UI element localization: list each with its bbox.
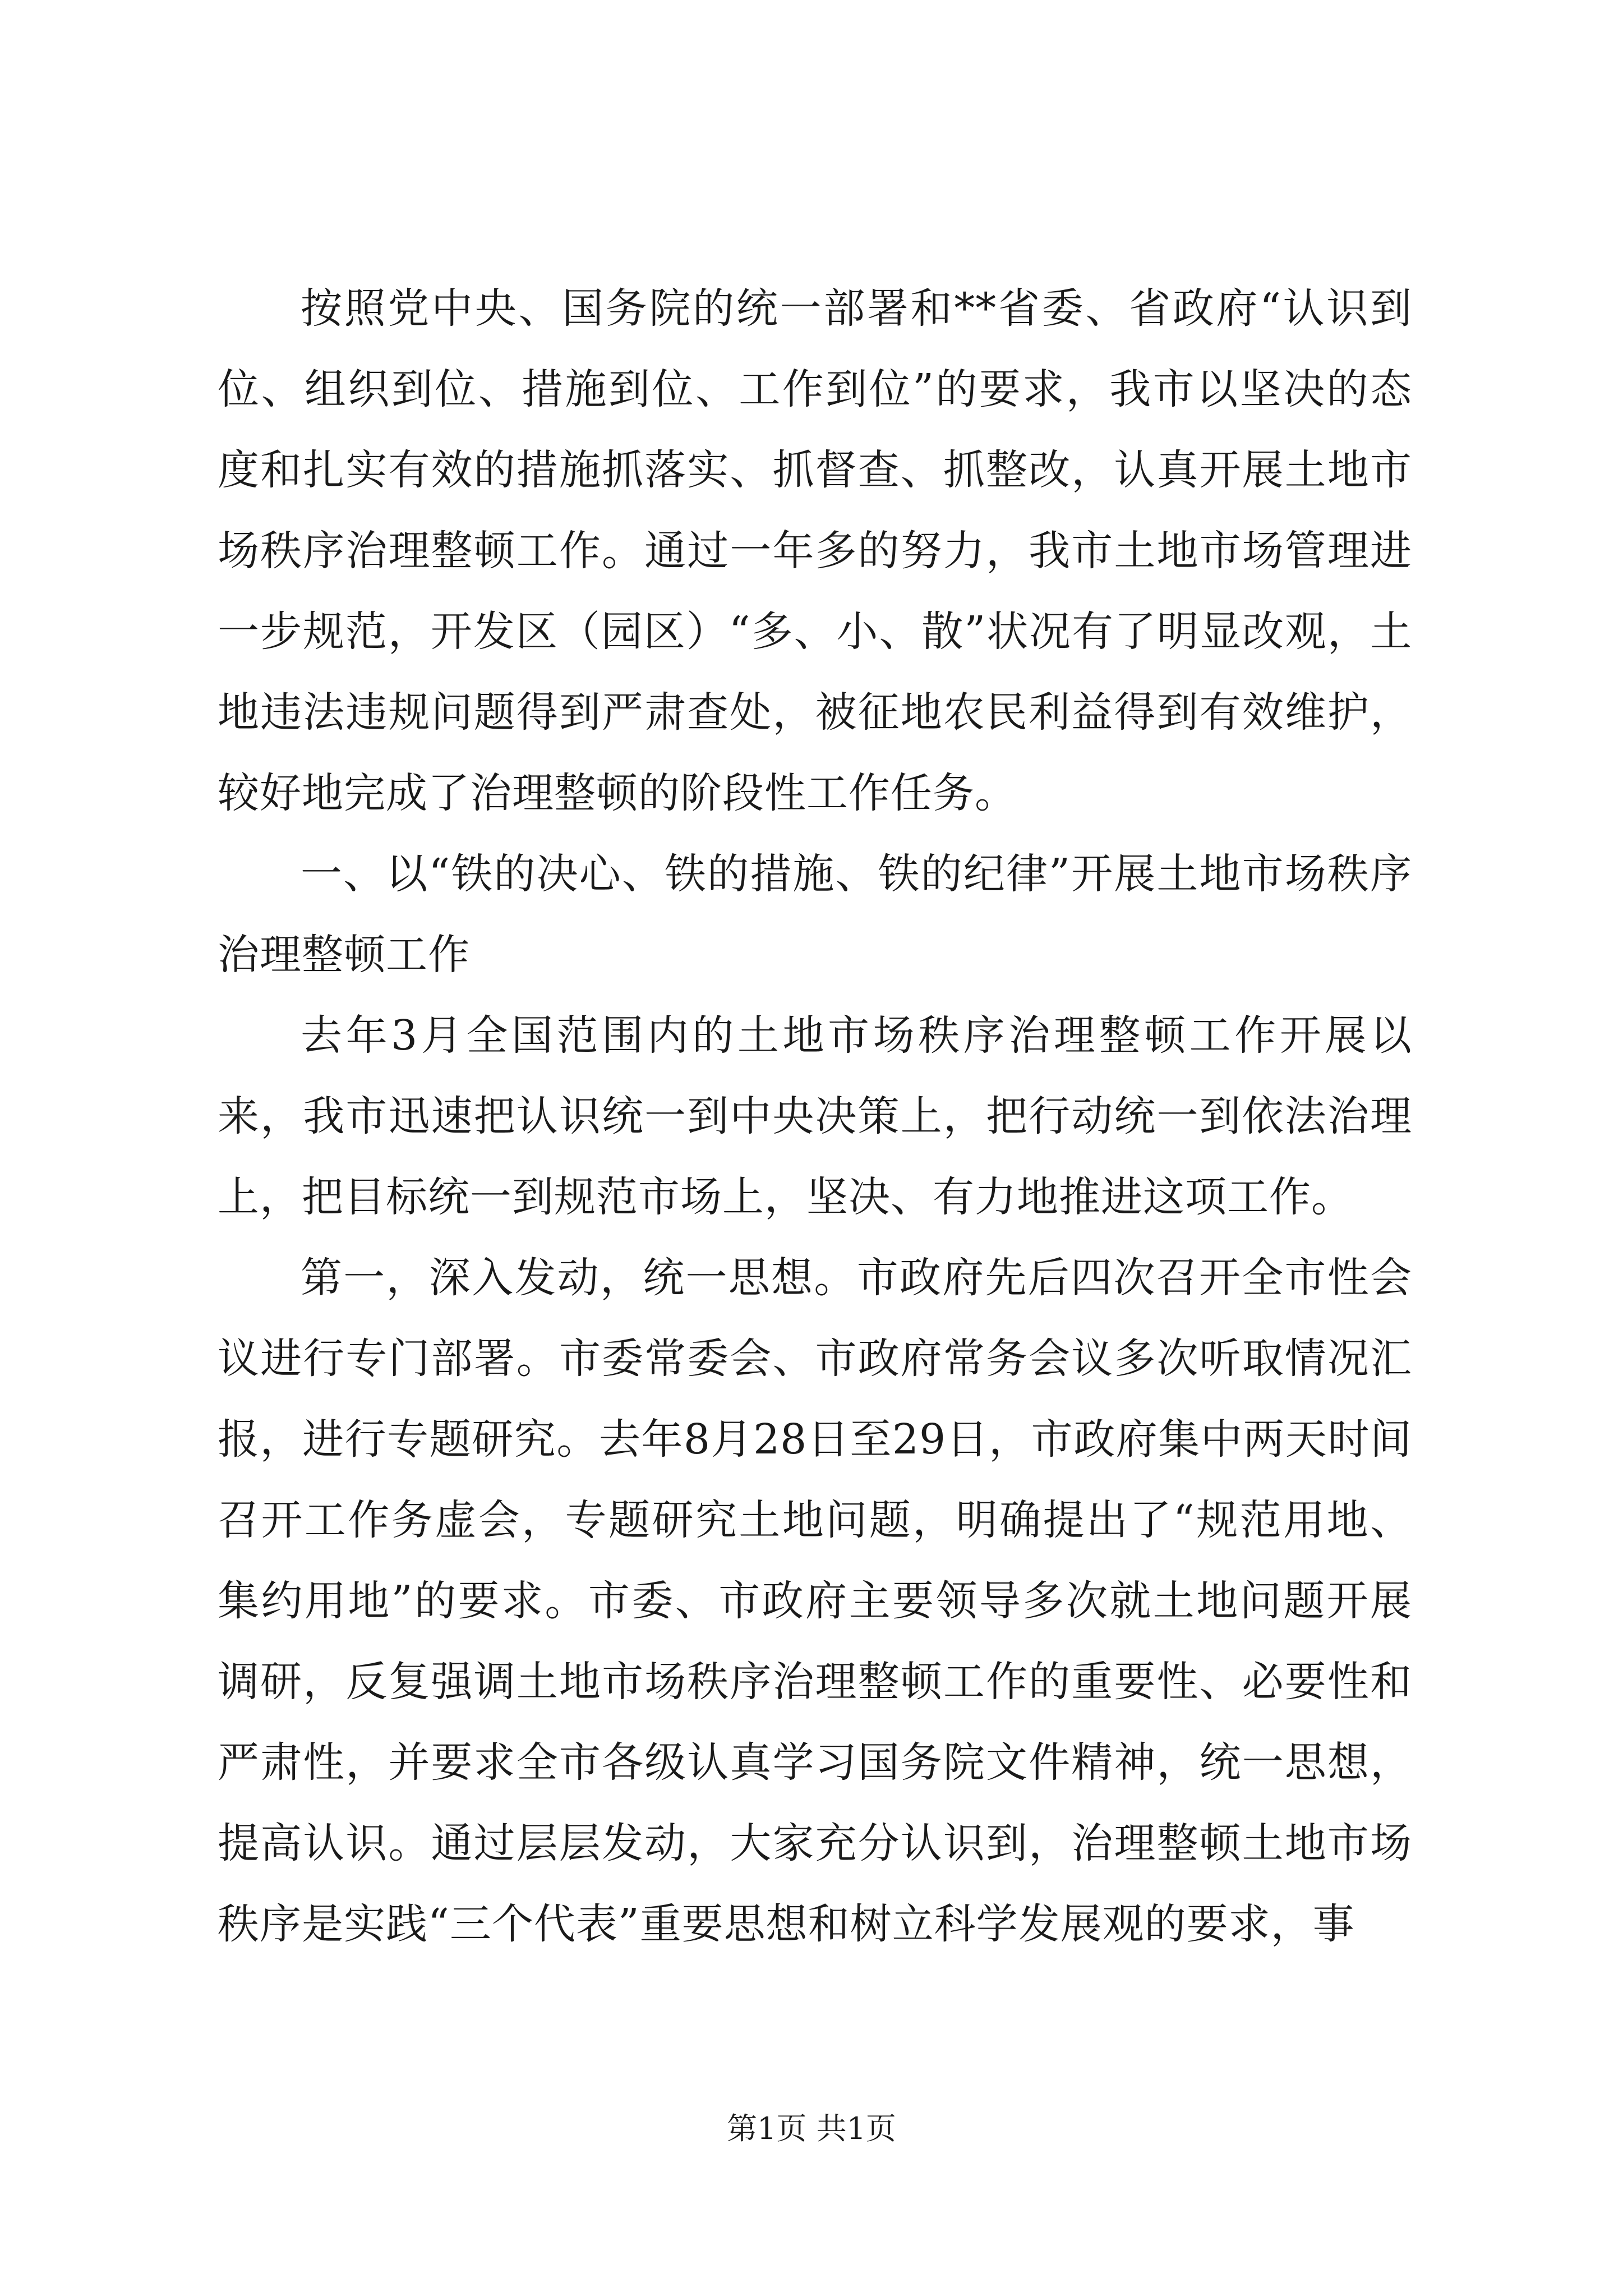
paragraph-first-point: 第一，深入发动，统一思想。市政府先后四次召开全市性会议进行专门部署。市委常委会、市政府常务会议多次听取情况汇报，进行专题研究。去年8月28日至29日，市政府集中两天时间召开工作务虚会，专题研究土地问题，明确提出了“规范用地、集约用地”的要求。市委、市政府主要领导多次就土地问题开展调研，反复强调土地市场秩序治理整顿工作的重要性、必要性和严肃性，并要求全市各级认真学习国务院文件精神，统一思想，提高认识。通过层层发动，大家充分认识到，治理整顿土地市场秩序是实践“三个代表”重要思想和树立科学发展观的要求，事 xyxy=(218,1254,1412,1948)
paragraph-background: 去年3月全国范围内的土地市场秩序治理整顿工作开展以来，我市迅速把认识统一到中央决策上，把行动统一到依法治理上，把目标统一到规范市场上，坚决、有力地推进这项工作。 xyxy=(218,1011,1412,1221)
document-body xyxy=(218,268,1412,1964)
page-footer: 第1页 共1页 xyxy=(727,2111,896,2146)
paragraph-intro: 按照党中央、国务院的统一部署和**省委、省政府“认识到位、组织到位、措施到位、工作到位”的要求，我市以坚决的态度和扎实有效的措施抓落实、抓督查、抓整改，认真开展土地市场秩序治理整顿工作。通过一年多的努力，我市土地市场管理进一步规范，开发区（园区）“多、小、散”状况有了明显改观，土地违法违规问题得到严肃查处，被征地农民利益得到有效维护，较好地完成了治理整顿的阶段性工作任务。 xyxy=(218,284,1412,817)
section-heading: 一、以“铁的决心、铁的措施、铁的纪律”开展土地市场秩序治理整顿工作 xyxy=(218,850,1412,979)
